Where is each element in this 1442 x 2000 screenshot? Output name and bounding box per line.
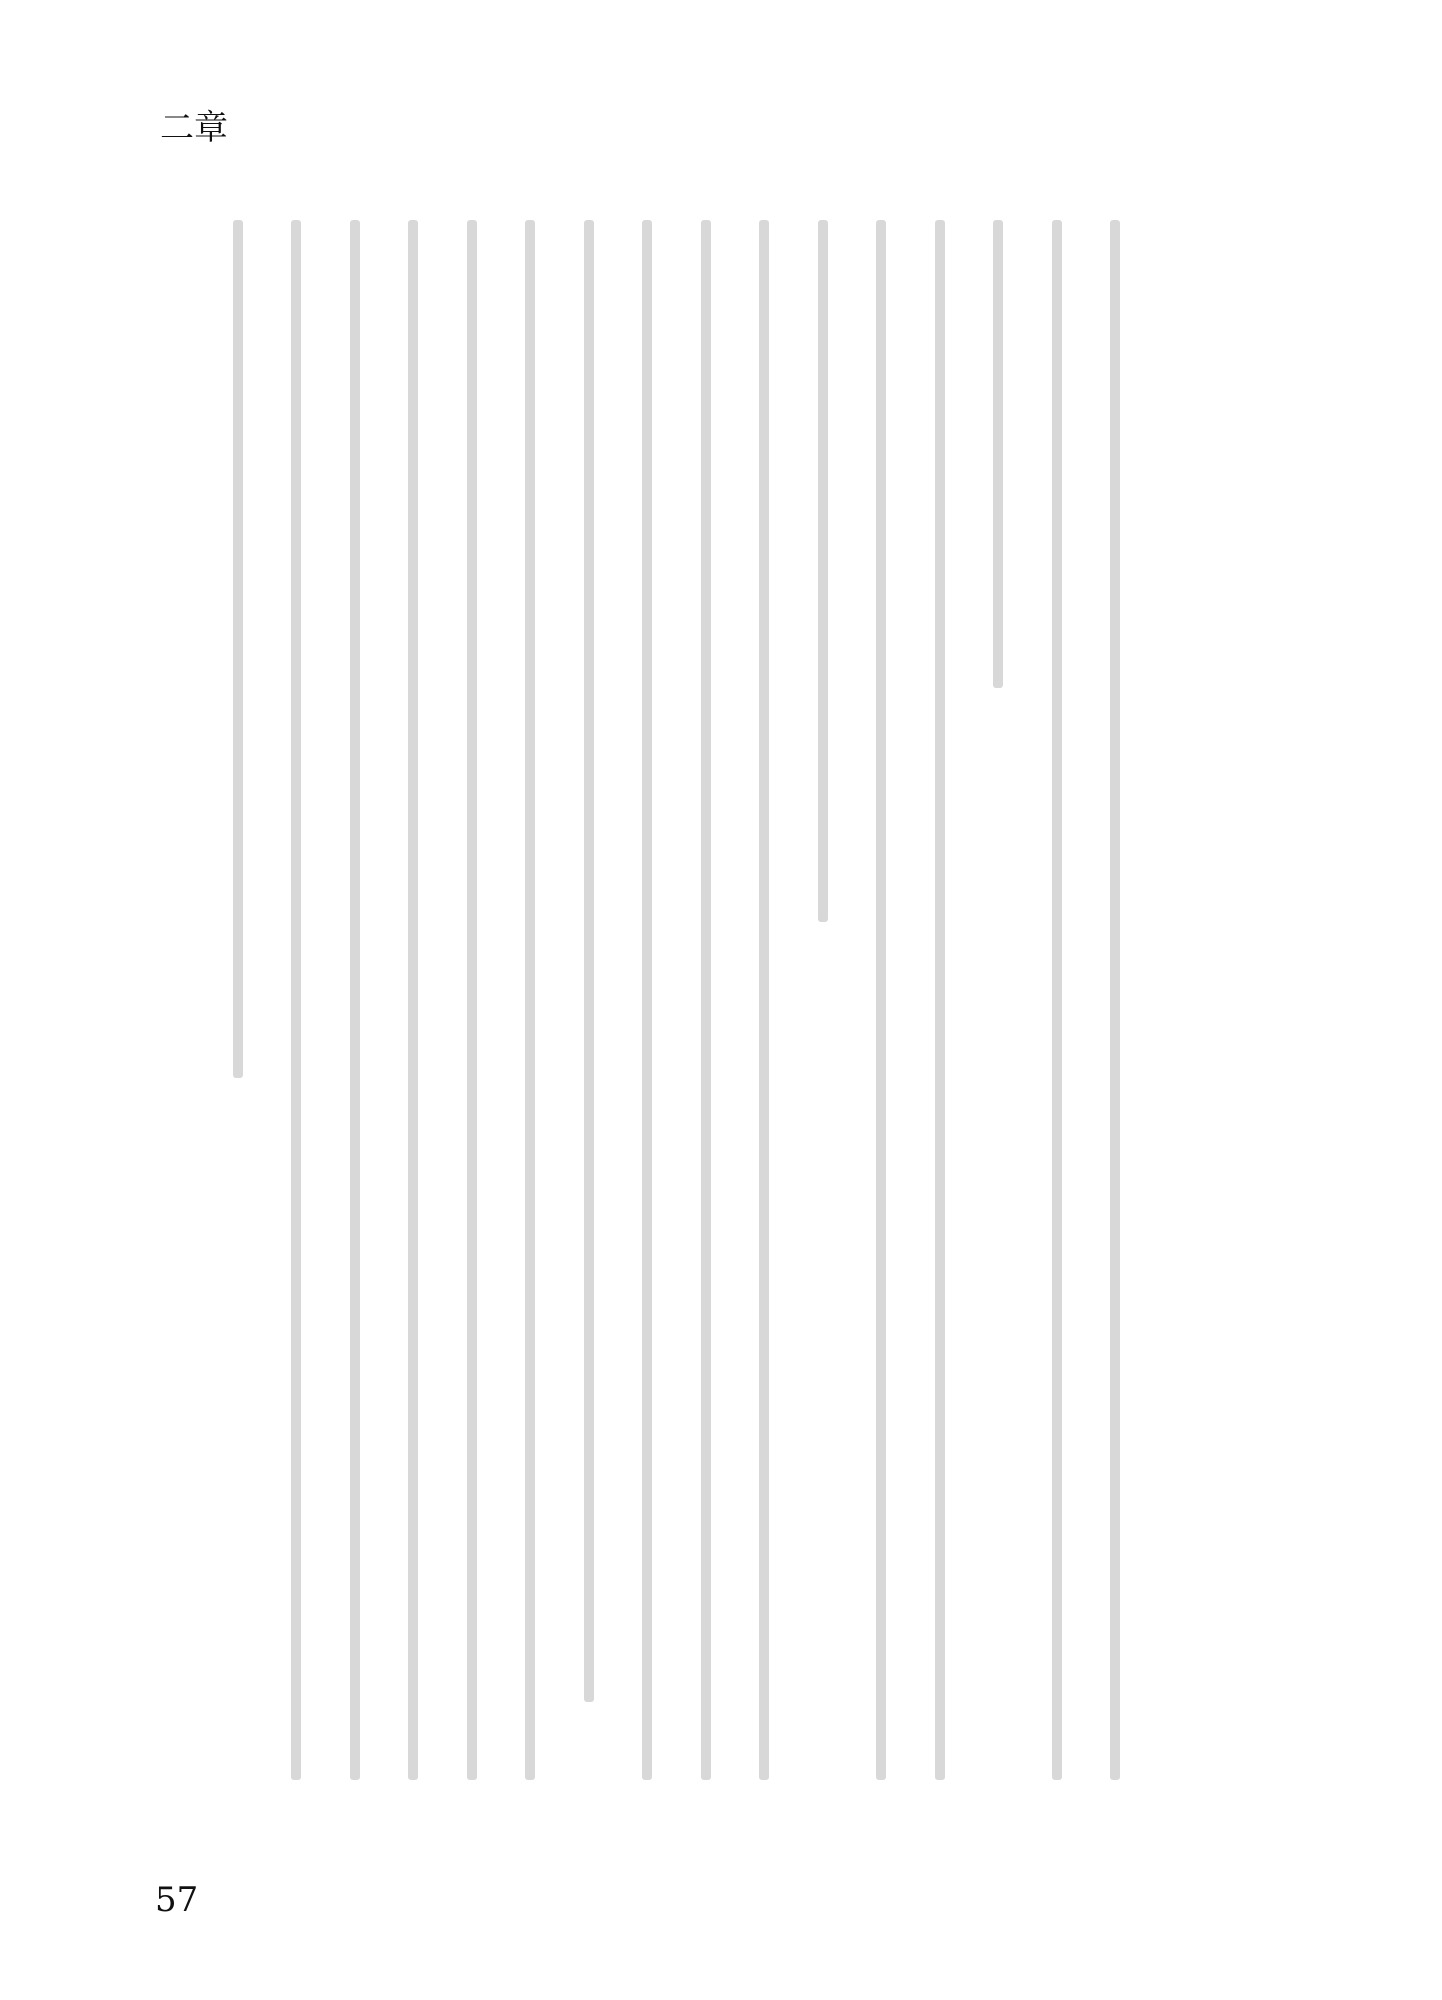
text-column-placeholder <box>1110 220 1120 1780</box>
text-column-placeholder <box>525 220 535 1780</box>
text-column-placeholder <box>291 220 301 1780</box>
text-column-placeholder <box>408 220 418 1780</box>
chapter-header: 二章 <box>160 108 228 148</box>
page-number: 57 <box>155 1880 199 1920</box>
text-column-placeholder <box>467 220 477 1780</box>
text-column-placeholder <box>233 220 243 1078</box>
text-column-placeholder <box>1052 220 1062 1780</box>
text-column-placeholder <box>642 220 652 1780</box>
text-column-placeholder <box>759 220 769 1780</box>
text-column-placeholder <box>701 220 711 1780</box>
text-column-placeholder <box>584 220 594 1702</box>
text-column-placeholder <box>818 220 828 922</box>
text-column-placeholder <box>993 220 1003 688</box>
text-column-placeholder <box>935 220 945 1780</box>
text-column-placeholder <box>876 220 886 1780</box>
text-column-placeholder <box>350 220 360 1780</box>
